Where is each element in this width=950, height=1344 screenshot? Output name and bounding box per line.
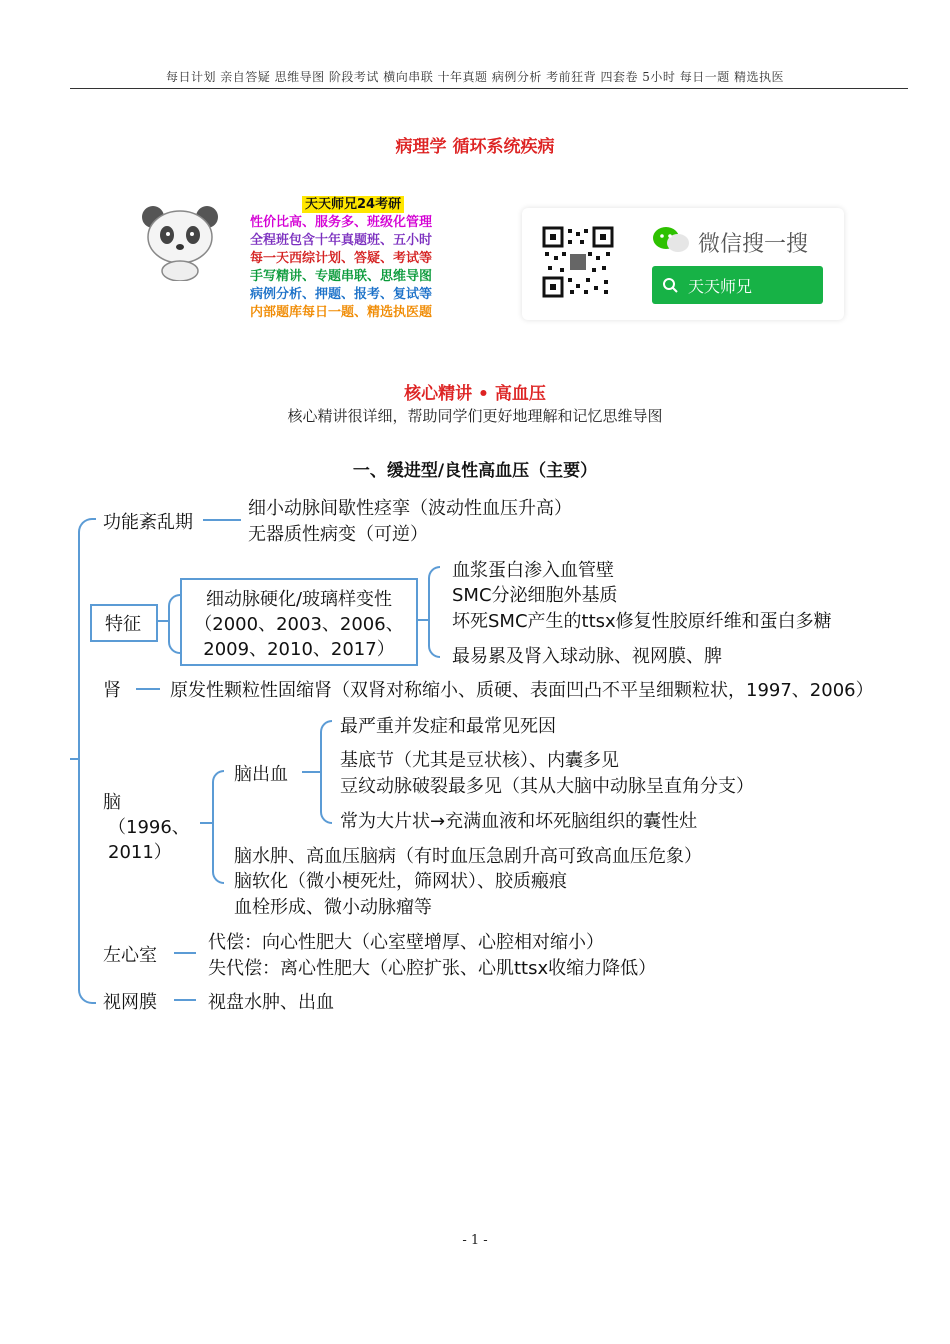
ad-line: 病例分析、押题、报考、复试等 xyxy=(250,287,433,302)
main-brace xyxy=(78,518,96,1004)
connector xyxy=(156,620,168,622)
connector xyxy=(416,619,428,621)
hemorrhage-item: 基底节（尤其是豆状核）、内囊多见 xyxy=(340,750,619,771)
brain-other-item: 血栓形成、微小动脉瘤等 xyxy=(234,897,432,918)
feature-box-line: 细动脉硬化/玻璃样变性 xyxy=(205,589,393,610)
hemorrhage-item: 豆纹动脉破裂最多见（其从大脑中动脉呈直角分支） xyxy=(340,776,754,797)
connector xyxy=(200,822,212,824)
main-brace-tip xyxy=(70,758,80,760)
stage1-label: 功能紊乱期 xyxy=(103,512,193,533)
header-divider xyxy=(70,88,908,89)
brain-brace xyxy=(212,770,224,884)
core-title: 核心精讲 • 高血压 xyxy=(404,384,546,404)
stage1-item: 细小动脉间歇性痉挛（波动性血压升高） xyxy=(248,498,572,519)
page-title: 病理学 循环系统疾病 xyxy=(395,137,555,157)
panda-mascot-icon xyxy=(135,203,225,281)
connector xyxy=(174,999,196,1001)
header-nav-text: 每日计划 亲自答疑 思维导图 阶段考试 横向串联 十年真题 病例分析 考前狂背 四套卷 5小时 每日一题 精选执医 xyxy=(165,70,785,84)
kidney-label: 肾 xyxy=(103,680,121,701)
hemorrhage-label: 脑出血 xyxy=(234,764,288,785)
brain-other-item: 脑水肿、高血压脑病（有时血压急剧升高可致高血压危象） xyxy=(234,846,702,867)
feature-label: 特征 xyxy=(105,614,141,635)
core-subtitle: 核心精讲很详细，帮助同学们更好地理解和记忆思维导图 xyxy=(287,407,663,425)
wechat-icon xyxy=(652,226,690,254)
qr-code-icon xyxy=(542,226,614,298)
brain-other-item: 脑软化（微小梗死灶，筛网状）、胶质瘢痕 xyxy=(234,871,567,892)
ad-line: 内部题库每日一题、精选执医题 xyxy=(250,305,433,320)
brain-years: 2011） xyxy=(108,842,172,863)
hemorrhage-item: 常为大片状→充满血液和坏死脑组织的囊性灶 xyxy=(340,811,698,832)
wechat-search-box[interactable] xyxy=(652,266,823,304)
feature-items-brace xyxy=(428,566,440,658)
feature-item: 坏死SMC产生的ttsx修复性胶原纤维和蛋白多糖 xyxy=(452,611,832,632)
search-icon xyxy=(662,277,678,293)
feature-box-line: （2000、2003、2006、 xyxy=(194,614,404,635)
feature-item: SMC分泌细胞外基质 xyxy=(452,585,618,606)
lv-item: 代偿：向心性肥大（心室壁增厚、心腔相对缩小） xyxy=(208,932,604,953)
feature-item: 最易累及肾入球动脉、视网膜、脾 xyxy=(452,646,722,667)
connector xyxy=(136,688,160,690)
brain-label: 脑 xyxy=(103,792,121,813)
connector xyxy=(203,519,241,521)
feature-brace xyxy=(168,594,180,654)
ad-line: 手写精讲、专题串联、思维导图 xyxy=(250,269,433,284)
retina-label: 视网膜 xyxy=(103,992,157,1013)
connector xyxy=(302,771,320,773)
ad-brand: 天天师兄24考研 xyxy=(302,196,404,213)
page-number: - 1 - xyxy=(462,1233,488,1248)
hemorrhage-item: 最严重并发症和最常见死因 xyxy=(340,716,556,737)
feature-box-line: 2009、2010、2017） xyxy=(203,639,395,660)
connector xyxy=(174,952,196,954)
wechat-search-label: 微信搜一搜 xyxy=(698,232,809,257)
lv-label: 左心室 xyxy=(103,945,157,966)
lv-item: 失代偿：离心性肥大（心腔扩张、心肌ttsx收缩力降低） xyxy=(208,958,657,979)
ad-line: 全程班包含十年真题班、五小时 xyxy=(250,233,433,248)
retina-text: 视盘水肿、出血 xyxy=(208,992,334,1013)
kidney-text: 原发性颗粒性固缩肾（双肾对称缩小、质硬、表面凹凸不平呈细颗粒状，1997、2006） xyxy=(170,680,874,701)
wechat-search-value: 天天师兄 xyxy=(688,277,753,296)
brain-years: （1996、 xyxy=(108,817,190,838)
ad-line: 性价比高、服务多、班级化管理 xyxy=(250,215,433,230)
stage1-item: 无器质性病变（可逆） xyxy=(248,524,428,545)
ad-line: 每一天西综计划、答疑、考试等 xyxy=(250,251,433,266)
section-heading: 一、缓进型/良性高血压（主要） xyxy=(352,461,598,481)
feature-item: 血浆蛋白渗入血管壁 xyxy=(452,560,614,581)
hemorrhage-brace xyxy=(320,720,332,824)
